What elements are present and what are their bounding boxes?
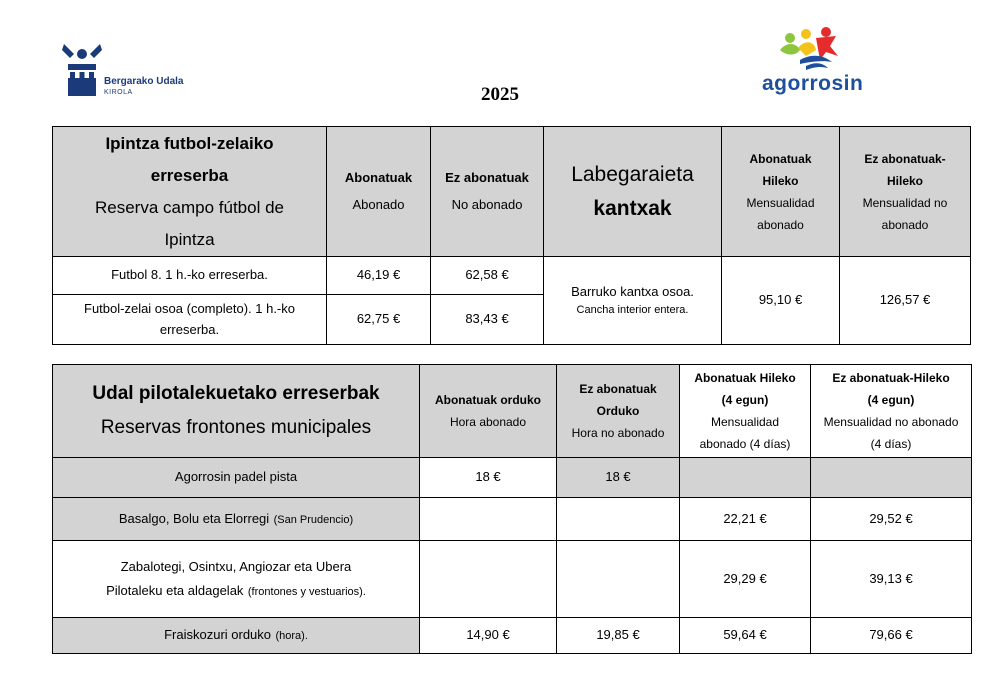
- row-label-small: (San Prudencio): [273, 513, 354, 526]
- row-c3: [680, 458, 811, 498]
- bergara-logo: [62, 40, 192, 100]
- bergara-logo-sub: KIROLA: [104, 89, 133, 96]
- agorrosin-logo: [762, 24, 880, 98]
- col-ez-hileko-label-2: Hileko: [886, 173, 923, 188]
- col-ez-hileko-es-2: abonado: [881, 217, 929, 232]
- row-c3: 59,64 €: [680, 618, 811, 654]
- ipintza-title-es-1: Reserva campo fútbol de: [95, 197, 284, 217]
- col-hileko-es-1: Mensualidad: [746, 195, 815, 210]
- frontones-table: [52, 364, 972, 654]
- frontones-title-cell: [53, 365, 420, 458]
- row-c1: 18 €: [420, 458, 557, 498]
- row-ez-abonatuak: 83,43 €: [431, 295, 544, 345]
- table-row: [53, 458, 972, 498]
- row-label-1: Futbol-zelai osoa (completo). 1 h.-ko: [84, 301, 295, 317]
- col-ez-hileko-4-label-1: Ez abonatuak-Hileko: [832, 371, 950, 385]
- col-ez-orduko-header: [557, 365, 680, 458]
- bergara-crest-icon: [62, 40, 102, 98]
- row-abonatuak: 46,19 €: [327, 257, 431, 295]
- labegaraieta-title-cell: [544, 127, 722, 257]
- row-label-small: (frontones y vestuarios).: [247, 585, 366, 598]
- ipintza-title-eu-2: erreserba: [150, 165, 229, 185]
- table-row: [53, 257, 971, 295]
- col-ez-orduko-es: Hora no abonado: [571, 426, 665, 440]
- labegaraieta-abonatuak: 95,10 €: [722, 257, 840, 345]
- col-abonatuak-label: Abonatuak: [344, 170, 413, 186]
- row-label: [53, 498, 420, 541]
- col-ez-hileko-header: [840, 127, 971, 257]
- frontones-title-eu: Udal pilotalekuetako erreserbak: [92, 383, 380, 404]
- col-orduko-header: [420, 365, 557, 458]
- col-hileko-4-header: [680, 365, 811, 458]
- labegaraieta-row-label: [544, 257, 722, 345]
- row-label-2: erreserba.: [159, 321, 220, 337]
- row-label-main: Basalgo, Bolu eta Elorregi: [118, 510, 270, 526]
- row-c4: 29,52 €: [811, 498, 972, 541]
- ipintza-title-eu-1: Ipintza futbol-zelaiko: [105, 133, 274, 153]
- col-ez-hileko-label-1: Ez abonatuak-: [864, 151, 946, 166]
- row-c1: [420, 498, 557, 541]
- col-ez-abonatuak-label: Ez abonatuak: [445, 170, 529, 186]
- row-c1: 14,90 €: [420, 618, 557, 654]
- row-c4: 79,66 €: [811, 618, 972, 654]
- col-ez-orduko-label-1: Ez abonatuak: [579, 382, 657, 396]
- row-label: [53, 618, 420, 654]
- col-orduko-label: Abonatuak orduko: [434, 393, 541, 407]
- row-c3: 22,21 €: [680, 498, 811, 541]
- ipintza-title-cell: [53, 127, 327, 257]
- col-no-abonado-label: No abonado: [451, 196, 523, 212]
- table-row: [53, 541, 972, 618]
- row-label: Agorrosin padel pista: [53, 458, 420, 498]
- row-label-2: Pilotaleku eta aldagelak: [106, 582, 244, 598]
- labegaraieta-title-1: Labegaraieta: [571, 162, 694, 186]
- col-ez-hileko-4-header: [811, 365, 972, 458]
- bergara-logo-name: Bergarako Udala: [104, 76, 184, 87]
- col-hileko-header: [722, 127, 840, 257]
- row-abonatuak: 62,75 €: [327, 295, 431, 345]
- agorrosin-figures-icon: [776, 24, 846, 72]
- row-label: [53, 541, 420, 618]
- ipintza-title-es-2: Ipintza: [164, 229, 215, 249]
- table-row: [53, 498, 972, 541]
- col-abonatuak-header: [327, 127, 431, 257]
- row-c1: [420, 541, 557, 618]
- col-hileko-label-1: Abonatuak: [749, 151, 812, 166]
- labegaraieta-ez-abonatuak: 126,57 €: [840, 257, 971, 345]
- row-label: Futbol 8. 1 h.-ko erreserba.: [53, 257, 327, 295]
- col-hileko-4-es-1: Mensualidad: [710, 415, 780, 429]
- col-ez-hileko-es-1: Mensualidad no: [862, 195, 948, 210]
- col-ez-orduko-label-2: Orduko: [596, 404, 640, 418]
- ipintza-labegaraieta-table: [52, 126, 971, 345]
- table-row: [53, 618, 972, 654]
- row-label-small: (hora).: [275, 630, 308, 643]
- year-heading: 2025: [481, 84, 519, 105]
- row-c2: [557, 498, 680, 541]
- row-c4: 39,13 €: [811, 541, 972, 618]
- row-ez-abonatuak: 62,58 €: [431, 257, 544, 295]
- row-c2: 18 €: [557, 458, 680, 498]
- col-hileko-label-2: Hileko: [762, 173, 799, 188]
- col-ez-hileko-4-es-1: Mensualidad no abonado: [823, 415, 959, 429]
- col-hileko-4-label-1: Abonatuak Hileko: [694, 371, 796, 385]
- col-orduko-es: Hora abonado: [449, 415, 527, 429]
- agorrosin-logo-name: agorrosin: [762, 72, 864, 95]
- col-hileko-es-2: abonado: [757, 217, 804, 232]
- col-abonado-label: Abonado: [352, 196, 405, 212]
- frontones-title-es: Reservas frontones municipales: [100, 417, 372, 438]
- row-label-1: Zabalotegi, Osintxu, Angiozar eta Ubera: [120, 558, 352, 574]
- row-c2: 19,85 €: [557, 618, 680, 654]
- col-ez-hileko-4-es-2: (4 días): [870, 437, 912, 451]
- labegaraieta-label-eu: Barruko kantxa osoa.: [571, 283, 694, 299]
- row-c3: 29,29 €: [680, 541, 811, 618]
- col-ez-hileko-4-label-2: (4 egun): [867, 393, 915, 407]
- col-hileko-4-label-2: (4 egun): [721, 393, 769, 407]
- col-ez-abonatuak-header: [431, 127, 544, 257]
- labegaraieta-label-es: Cancha interior entera.: [576, 304, 689, 317]
- labegaraieta-title-2: kantxak: [593, 196, 672, 220]
- row-c2: [557, 541, 680, 618]
- row-label: [53, 295, 327, 345]
- row-c4: [811, 458, 972, 498]
- col-hileko-4-es-2: abonado (4 días): [699, 437, 791, 451]
- row-label-main: Fraiskozuri orduko: [164, 627, 272, 643]
